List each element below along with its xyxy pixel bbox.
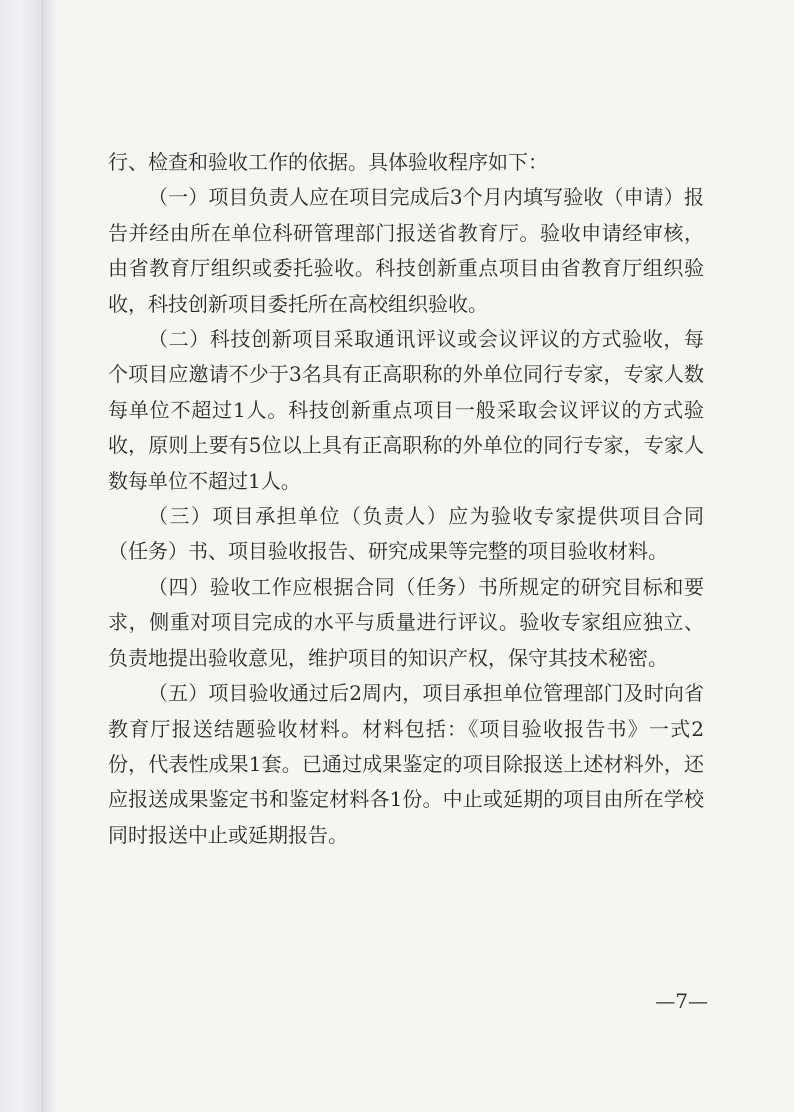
paragraph-item-1: （一）项目负责人应在项目完成后3个月内填写验收（申请）报告并经由所在单位科研管理部门报送省教育厅。验收申请经审核，由省教育厅组织或委托验收。科技创新重点项目由省教育厅组织验收，科技创新项目委托所在高校组织验收。: [108, 185, 704, 316]
binding-line: [42, 0, 43, 1112]
paragraph-item-2: （二）科技创新项目采取通讯评议或会议评议的方式验收，每个项目应邀请不少于3名具有正高职称的外单位同行专家，专家人数每单位不超过1人。科技创新重点项目一般采取会议评议的方式验收，原则上要有5位以上具有正高职称的外单位的同行专家，专家人数每单位不超过1人。: [108, 327, 704, 493]
paragraph-intro: 行、检查和验收工作的依据。具体验收程序如下：: [108, 150, 548, 174]
paragraph-item-5: （五）项目验收通过后2周内，项目承担单位管理部门及时向省教育厅报送结题验收材料。材料包括：《项目验收报告书》一式2份，代表性成果1套。已通过成果鉴定的项目除报送上述材料外，还应报送成果鉴定书和鉴定材料各1份。中止或延期的项目由所在学校同时报送中止或延期报告。: [108, 681, 704, 847]
paragraph-item-3: （三）项目承担单位（负责人）应为验收专家提供项目合同（任务）书、项目验收报告、研究成果等完整的项目验收材料。: [108, 504, 704, 564]
binding-edge: [0, 0, 58, 1112]
document-body: [108, 145, 704, 853]
paragraph-item-4: （四）验收工作应根据合同（任务）书所规定的研究目标和要求，侧重对项目完成的水平与质量进行评议。验收专家组应独立、负责地提出验收意见，维护项目的知识产权，保守其技术秘密。: [108, 574, 704, 670]
page-number: —7—: [655, 989, 708, 1013]
